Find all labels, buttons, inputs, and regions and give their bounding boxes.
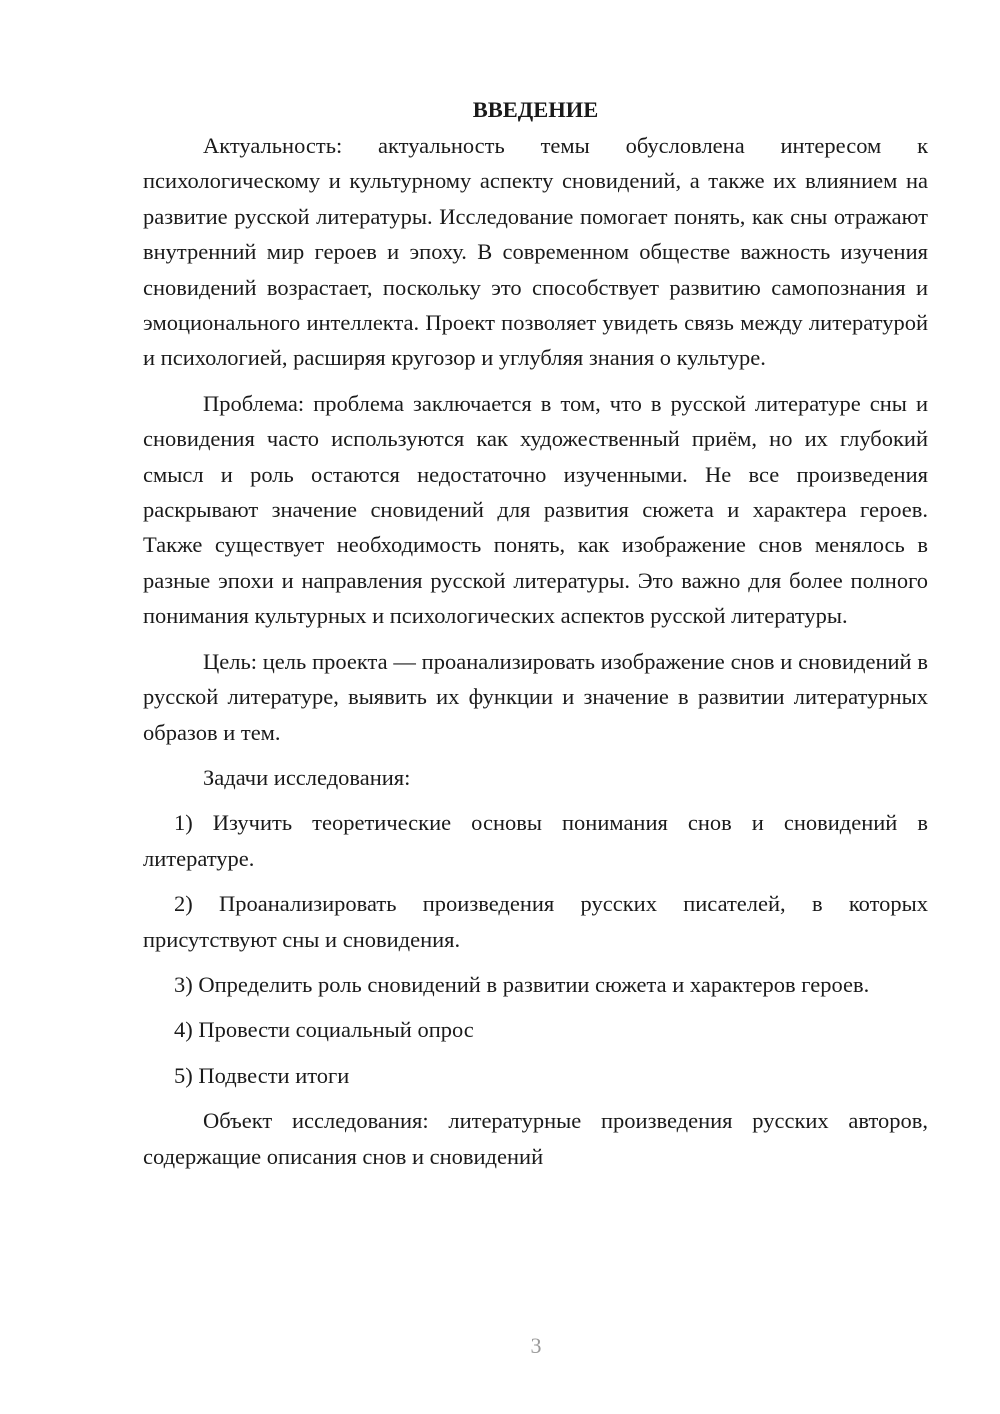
task-item: 2) Проанализировать произведения русских писателей, в которых присутствуют сны и сновидения. <box>143 891 928 952</box>
relevance-paragraph: Актуальность: актуальность темы обусловлена интересом к психологическому и культурному аспекту сновидений, а также их влиянием на развитие русской литературы. Исследование помогает понять, как сны отражают внутренний мир героев и эпоху. В современном обществе важность изучения сновидений возрастает, поскольку это способствует развитию самопознания и эмоционального интеллекта. Проект позволяет увидеть связь между литературой и психологией, расширяя кругозор и углубляя знания о культуре. <box>143 133 928 371</box>
task-item: 5) Подвести итоги <box>174 1062 350 1088</box>
problem-paragraph: Проблема: проблема заключается в том, что в русской литературе сны и сновидения часто используются как художественный приём, но их глубокий смысл и роль остаются недостаточно изученными. Не все произведения раскрывают значение сновидений для развития сюжета и характера героев. Также существует необходимость понять, как изображение снов менялось в разные эпохи и направления русской литературы. Это важно для более полного понимания культурных и психологических аспектов русской литературы. <box>143 390 928 629</box>
task-item: 1) Изучить теоретические основы понимания снов и сновидений в литературе. <box>143 810 928 871</box>
object-paragraph: Объект исследования: литературные произведения русских авторов, содержащие описания снов и сновидений <box>143 1108 928 1169</box>
task-item: 4) Провести социальный опрос <box>174 1017 474 1043</box>
page-number: 3 <box>530 1333 542 1358</box>
document-page <box>143 92 928 1174</box>
tasks-title: Задачи исследования: <box>203 764 411 790</box>
goal-paragraph: Цель: цель проекта — проанализировать изображение снов и сновидений в русской литературе, выявить их функции и значение в развитии литературных образов и тем. <box>143 648 928 745</box>
document-heading: ВВЕДЕНИЕ <box>472 97 599 122</box>
task-item: 3) Определить роль сновидений в развитии сюжета и характеров героев. <box>174 971 870 997</box>
